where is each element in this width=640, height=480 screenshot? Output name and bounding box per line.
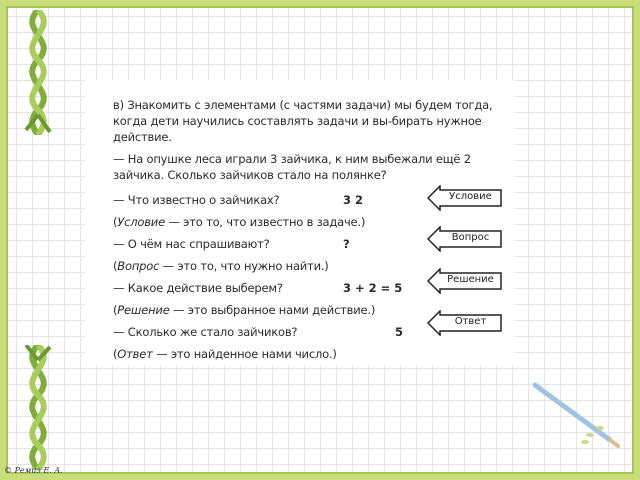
term: Вопрос [117,259,160,273]
definition-line [113,259,329,273]
answer-value: 3 2 [343,193,364,207]
answer-value: ? [343,237,350,251]
paren: ( [113,303,118,317]
question-line [113,237,270,251]
ribbon-decoration-top [8,10,68,135]
question-line [113,325,297,339]
definition-line [113,347,337,361]
task-paragraph: — На опушке леса играли 3 зайчика, к ним выбежали ещё 2 зайчика. Сколько зайчиков стало на полянке? [113,152,471,182]
term: Ответ [117,347,153,361]
dash: — [113,325,125,339]
arrow-label-text: Ответ [454,316,487,327]
question-text: Какое действие выберем? [127,281,283,295]
document-text [113,97,508,361]
ribbon-decoration-bottom [8,345,68,470]
term: Условие [117,215,165,229]
definition-text: — это выбранное нами действие.) [169,303,376,317]
definition-text: — это то, что нужно найти.) [159,259,329,273]
definition-line [113,215,365,229]
arrow-label-condition [427,185,502,211]
question-text: Сколько же стало зайчиков? [127,325,298,339]
dash: — [113,237,125,251]
term: Решение [117,303,170,317]
answer-value: 5 [395,325,404,339]
dash: — [113,281,125,295]
arrow-label-text: Вопрос [451,232,490,243]
arrow-label-text: Решение [447,274,494,285]
pencil-decoration-icon [530,380,630,450]
question-text: О чём нас спрашивают? [127,237,270,251]
intro-paragraph: в) Знакомить с элементами (с частями задачи) мы будем тогда, когда дети научились составлять задачи и вы-бирать нужное действие. [113,98,493,144]
question-line [113,281,283,295]
arrow-label-solution [427,268,502,294]
arrow-label-question [427,226,502,252]
paren: ( [113,347,118,361]
answer-value: 3 + 2 = 5 [343,281,403,295]
question-line [113,193,279,207]
definition-text: — это найденное нами число.) [152,347,337,361]
question-text: Что известно о зайчиках? [127,193,280,207]
dash: — [113,193,125,207]
author-credit: © Ремиз Е. А. [4,466,63,475]
arrow-label-answer [427,310,502,336]
paren: ( [113,215,118,229]
paren: ( [113,259,118,273]
definition-text: — это то, что известно в задаче.) [164,215,366,229]
arrow-label-text: Условие [449,191,492,202]
definition-line [113,303,375,317]
